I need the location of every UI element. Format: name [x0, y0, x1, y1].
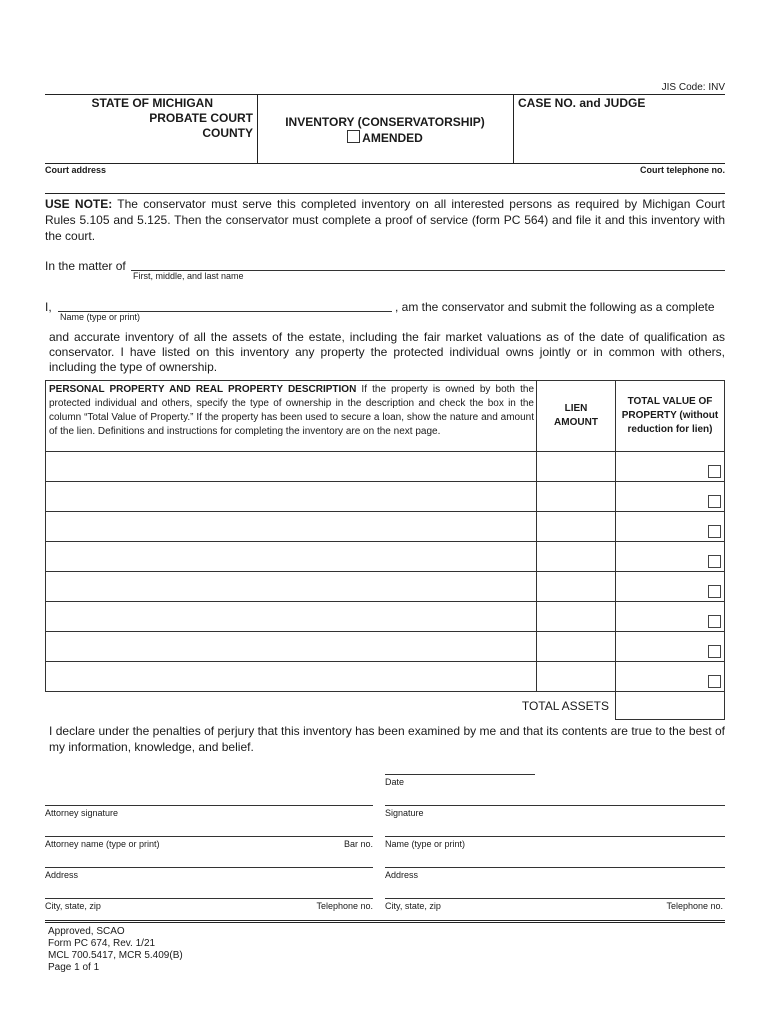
- description-cell[interactable]: [46, 542, 537, 572]
- signature-field[interactable]: [385, 805, 725, 806]
- county-label: COUNTY: [202, 126, 253, 140]
- use-note-text: The conservator must serve this completed inventory on all interested persons as required by Michigan Court Rules 5.105 and 5.125. Then the conservator must complete a proof of service (form PC 564) and file it and this inventory with the court.: [45, 197, 725, 243]
- lien-cell[interactable]: [537, 482, 616, 512]
- attorney-city-field[interactable]: [45, 898, 373, 899]
- lien-cell[interactable]: [537, 662, 616, 692]
- value-cell[interactable]: [616, 602, 725, 632]
- table-row: [46, 632, 725, 662]
- phone-label: Telephone no.: [666, 901, 723, 911]
- description-text: If the property is owned by both the protected individual and others, specify the type of ownership in the description and check the box in the column “Total Value of Property.” If the property has been used to secure a loan, show the nature and amount of the lien. Definitions and instructions for completing the inventory are on the next page.: [49, 384, 535, 437]
- joint-ownership-checkbox[interactable]: [708, 615, 721, 628]
- footer-rule-1: [45, 920, 725, 921]
- description-header: [46, 381, 537, 452]
- table-row: [46, 512, 725, 542]
- signature-label: Signature: [385, 808, 424, 818]
- description-title: PERSONAL PROPERTY AND REAL PROPERTY DESCRIPTION: [49, 384, 357, 395]
- name-label: Name (type or print): [385, 839, 466, 849]
- conservator-caption: Name (type or print): [60, 312, 141, 322]
- amended-option[interactable]: [257, 130, 513, 146]
- use-note-rule: [45, 193, 725, 194]
- table-row: [46, 482, 725, 512]
- city-field[interactable]: [385, 898, 725, 899]
- authority-line: MCL 700.5417, MCR 5.409(B): [48, 950, 183, 961]
- joint-ownership-checkbox[interactable]: [708, 585, 721, 598]
- header-divider-right: [513, 94, 514, 163]
- lien-cell[interactable]: [537, 512, 616, 542]
- total-assets-label: TOTAL ASSETS: [46, 692, 616, 720]
- date-label: Date: [385, 777, 405, 787]
- joint-ownership-checkbox[interactable]: [708, 525, 721, 538]
- value-cell[interactable]: [616, 632, 725, 662]
- declaration: I declare under the penalties of perjury that this inventory has been examined by me and that its contents are true to the best of my information, knowledge, and belief.: [49, 724, 725, 754]
- lien-cell[interactable]: [537, 452, 616, 482]
- description-cell[interactable]: [46, 662, 537, 692]
- lien-cell[interactable]: [537, 602, 616, 632]
- joint-ownership-checkbox[interactable]: [708, 555, 721, 568]
- value-cell[interactable]: [616, 512, 725, 542]
- conservator-suffix: , am the conservator and submit the following as a complete: [395, 300, 715, 314]
- description-cell[interactable]: [46, 572, 537, 602]
- table-row: [46, 572, 725, 602]
- joint-ownership-checkbox[interactable]: [708, 645, 721, 658]
- lien-cell[interactable]: [537, 632, 616, 662]
- use-note-label: USE NOTE:: [45, 197, 113, 211]
- attorney-name-field[interactable]: [45, 836, 373, 837]
- description-cell[interactable]: [46, 482, 537, 512]
- lien-header: LIEN AMOUNT: [537, 381, 616, 452]
- state-name: STATE OF MICHIGAN: [91, 96, 213, 110]
- lien-cell[interactable]: [537, 542, 616, 572]
- total-row: [46, 692, 725, 720]
- amended-checkbox[interactable]: [347, 130, 360, 143]
- value-cell[interactable]: [616, 482, 725, 512]
- form-title: INVENTORY (CONSERVATORSHIP): [285, 115, 485, 129]
- value-cell[interactable]: [616, 452, 725, 482]
- address-label: Address: [385, 870, 419, 880]
- value-header: TOTAL VALUE OF PROPERTY (without reduction for lien): [616, 381, 725, 452]
- attorney-name-label: Attorney name (type or print): [45, 839, 160, 849]
- court-name: PROBATE COURT: [149, 111, 253, 125]
- joint-ownership-checkbox[interactable]: [708, 675, 721, 688]
- form-title-block: [257, 114, 513, 146]
- attorney-address-label: Address: [45, 870, 79, 880]
- address-field[interactable]: [385, 867, 725, 868]
- header-top-rule: [45, 94, 725, 95]
- description-cell[interactable]: [46, 452, 537, 482]
- description-cell[interactable]: [46, 602, 537, 632]
- court-block: [45, 96, 253, 141]
- table-row: [46, 602, 725, 632]
- page-number-line: Page 1 of 1: [48, 962, 100, 973]
- matter-prefix: In the matter of: [45, 259, 126, 273]
- table-row: [46, 542, 725, 572]
- date-field[interactable]: [385, 774, 535, 775]
- joint-ownership-checkbox[interactable]: [708, 495, 721, 508]
- value-cell[interactable]: [616, 572, 725, 602]
- use-note: [45, 196, 725, 244]
- attorney-signature-field[interactable]: [45, 805, 373, 806]
- table-header-row: [46, 381, 725, 452]
- name-field[interactable]: [385, 836, 725, 837]
- city-label: City, state, zip: [385, 901, 441, 911]
- bar-no-label: Bar no.: [343, 839, 373, 849]
- table-row: [46, 662, 725, 692]
- description-cell[interactable]: [46, 632, 537, 662]
- jis-code: JIS Code: INV: [661, 82, 725, 93]
- header-bottom-rule: [45, 163, 725, 164]
- value-cell[interactable]: [616, 662, 725, 692]
- court-phone-label: Court telephone no.: [640, 165, 725, 175]
- form-info: [48, 926, 183, 974]
- attorney-phone-label: Telephone no.: [316, 901, 373, 911]
- matter-caption: First, middle, and last name: [133, 271, 244, 281]
- amended-label: AMENDED: [362, 131, 423, 145]
- inventory-table: [45, 380, 725, 720]
- form-number-line: Form PC 674, Rev. 1/21: [48, 938, 156, 949]
- attorney-address-field[interactable]: [45, 867, 373, 868]
- approved-line: Approved, SCAO: [48, 926, 125, 937]
- description-cell[interactable]: [46, 512, 537, 542]
- case-no-label: CASE NO. and JUDGE: [518, 96, 646, 110]
- lien-cell[interactable]: [537, 572, 616, 602]
- value-cell[interactable]: [616, 542, 725, 572]
- conservator-continuation: and accurate inventory of all the assets of the estate, including the fair market valuations as of the date of qualification as conservator. I have listed on this inventory any property the protected individual owns jointly or in common with others, including the type of ownership.: [49, 330, 725, 374]
- attorney-signature-label: Attorney signature: [45, 808, 119, 818]
- table-row: [46, 452, 725, 482]
- court-address-label: Court address: [45, 165, 107, 175]
- footer-rule-2: [45, 922, 725, 923]
- total-assets-value[interactable]: [616, 692, 725, 720]
- joint-ownership-checkbox[interactable]: [708, 465, 721, 478]
- attorney-city-label: City, state, zip: [45, 901, 101, 911]
- conservator-prefix: I,: [45, 300, 52, 314]
